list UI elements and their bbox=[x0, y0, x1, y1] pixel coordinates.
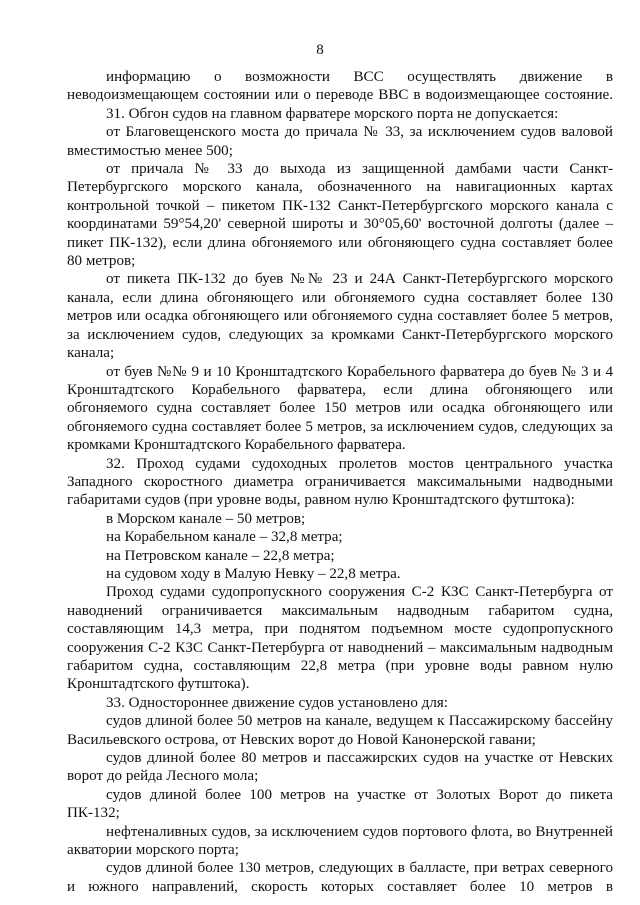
section-31-heading: 31. Обгон судов на главном фарватере морского порта не допускается: bbox=[106, 105, 559, 122]
list-item: судов длиной более 130 метров, следующих в балласте, при ветрах северного и южного направлений, скорость которых составляет более 10 метров в bbox=[67, 860, 613, 895]
list-item: нефтеналивных судов, за исключением судов портового флота, во Внутренней акватории морского порта; bbox=[67, 823, 613, 859]
section-33-heading: 33. Одностороннее движение судов установлено для: bbox=[106, 694, 449, 711]
list-item: в Морском канале – 50 метров; bbox=[106, 510, 306, 527]
list-item: на судовом ходу в Малую Невку – 22,8 метра. bbox=[106, 565, 401, 582]
document-body bbox=[67, 68, 613, 896]
list-item: судов длиной более 100 метров на участке от Золотых Ворот до пикета ПК-132; bbox=[67, 786, 613, 822]
list-item: от причала № 33 до выхода из защищенной дамбами части Санкт-Петербургского морского канала, обозначенного на навигационных картах контрольной точкой – пикетом ПК-132 Санкт-Петербургского морского канала с координатами 59°54,20' северной широты и 30°05,60' восточной долготы (далее – пикет ПК-132), если длина обгоняемого или обгоняющего судна составляет более 80 метров; bbox=[67, 161, 613, 270]
paragraph: Проход судами судопропускного сооружения С-2 КЗС Санкт-Петербурга от наводнений ограничивается максимальным надводным габаритом судна, составляющим 14,3 метра, при поднятом подъемном мосте судопропускного сооружения С-2 КЗС Санкт-Петербурга от наводнений – максимальным надводным габаритом судна, составляющим 22,8 метра (при уровне воды равном нулю Кронштадтского футштока). bbox=[67, 584, 613, 693]
section-32-heading: 32. Проход судами судоходных пролетов мостов центрального участка Западного скоростного диаметра ограничивается максимальными надводными габаритами судов (при уровне воды, равном нулю Кронштадтского футштока): bbox=[67, 455, 613, 509]
list-item: от буев №№ 9 и 10 Кронштадтского Корабельного фарватера до буев № 3 и 4 Кронштадтского Корабельного фарватера, если длина обгоняющего или обгоняемого судна составляет более 150 метров или осадка обгоняющего или обгоняемого судна составляет более 5 метров, за исключением судов, следующих за кромками Кронштадтского Корабельного фарватера. bbox=[67, 363, 613, 454]
list-item: на Корабельном канале – 32,8 метра; bbox=[106, 529, 343, 546]
list-item: на Петровском канале – 22,8 метра; bbox=[106, 547, 335, 564]
list-item: судов длиной более 50 метров на канале, ведущем к Пассажирскому бассейну Васильевского острова, от Невских ворот до Новой Канонерской гавани; bbox=[67, 713, 613, 748]
list-item: от Благовещенского моста до причала № 33, за исключением судов валовой вместимостью менее 500; bbox=[67, 124, 613, 159]
paragraph-continuation: информацию о возможности ВСС осуществлять движение в неводоизмещающем состоянии или о переводе ВВС в водоизмещающее состояние. bbox=[67, 69, 613, 104]
list-item: от пикета ПК-132 до буев №№ 23 и 24А Санкт-Петербургского морского канала, если длина обгоняющего или обгоняемого судна составляет более 130 метров или осадка обгоняющего или обгоняемого судна составляет более 5 метров, за исключением судов, следующих за кромками Санкт-Петербургского морского канала; bbox=[67, 271, 613, 362]
list-item: судов длиной более 80 метров и пассажирских судов на участке от Невских ворот до рейда Лесного мола; bbox=[67, 750, 613, 785]
page-number: 8 bbox=[316, 42, 324, 58]
